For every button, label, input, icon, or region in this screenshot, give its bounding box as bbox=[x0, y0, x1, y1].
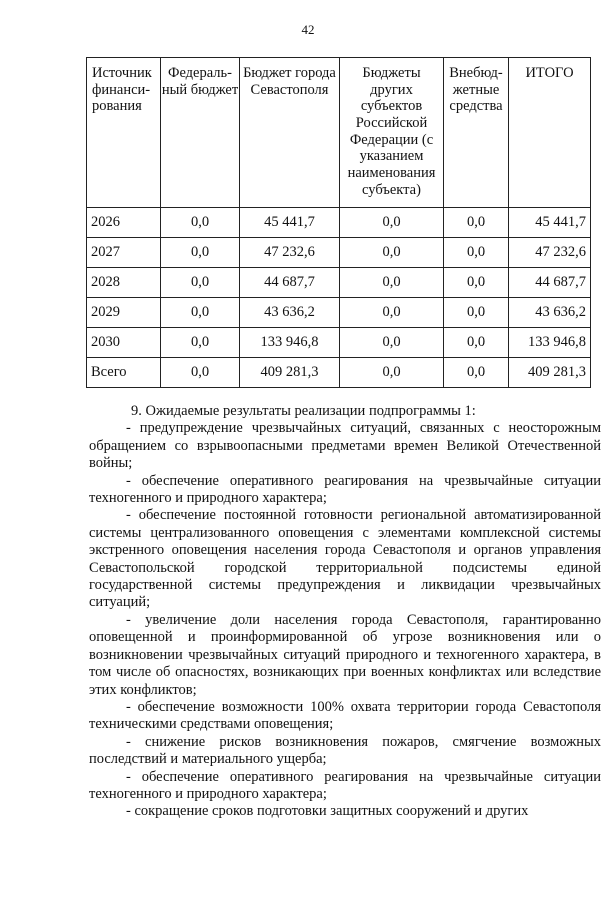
header-source: Источник финанси-рования bbox=[87, 58, 161, 208]
cell-sevastopol: 44 687,7 bbox=[240, 268, 340, 298]
cell-federal: 0,0 bbox=[161, 268, 240, 298]
cell-other-subjects: 0,0 bbox=[340, 358, 444, 388]
cell-total: 45 441,7 bbox=[509, 208, 591, 238]
cell-year: 2029 bbox=[87, 298, 161, 328]
header-total: ИТОГО bbox=[509, 58, 591, 208]
cell-total: 44 687,7 bbox=[509, 268, 591, 298]
cell-sevastopol: 43 636,2 bbox=[240, 298, 340, 328]
table-row bbox=[87, 268, 591, 298]
result-item: - обеспечение постоянной готовности региональной автоматизированной системы централизованного оповещения с элементами комплексной системы экстренного оповещения населения города Севастополя и органов управления Севастопольской городской территориальной подсистемы единой государственной системы предупреждения и ликвидации чрезвычайных ситуаций; bbox=[89, 507, 601, 611]
page-number: 42 bbox=[301, 22, 315, 37]
table-row-total bbox=[87, 358, 591, 388]
header-sevastopol-budget: Бюджет города Севастополя bbox=[240, 58, 340, 208]
cell-year: 2026 bbox=[87, 208, 161, 238]
cell-extrabudgetary: 0,0 bbox=[444, 268, 509, 298]
cell-federal: 0,0 bbox=[161, 358, 240, 388]
cell-extrabudgetary: 0,0 bbox=[444, 328, 509, 358]
table-row bbox=[87, 208, 591, 238]
cell-year: Всего bbox=[87, 358, 161, 388]
header-federal-budget: Федераль-ный бюджет bbox=[161, 58, 240, 208]
result-item: - обеспечение оперативного реагирования на чрезвычайные ситуации техногенного и природного характера; bbox=[89, 472, 601, 507]
table-row bbox=[87, 298, 591, 328]
cell-federal: 0,0 bbox=[161, 208, 240, 238]
cell-extrabudgetary: 0,0 bbox=[444, 358, 509, 388]
cell-other-subjects: 0,0 bbox=[340, 208, 444, 238]
header-other-subjects-budget: Бюджеты других субъектов Российской Федерации (с указанием наименования субъекта) bbox=[340, 58, 444, 208]
cell-sevastopol: 133 946,8 bbox=[240, 328, 340, 358]
cell-total: 47 232,6 bbox=[509, 238, 591, 268]
cell-extrabudgetary: 0,0 bbox=[444, 298, 509, 328]
expected-results-section bbox=[89, 403, 601, 821]
result-item: - снижение рисков возникновения пожаров, смягчение возможных последствий и материального ущерба; bbox=[89, 733, 601, 768]
cell-sevastopol: 409 281,3 bbox=[240, 358, 340, 388]
cell-year: 2028 bbox=[87, 268, 161, 298]
cell-other-subjects: 0,0 bbox=[340, 298, 444, 328]
cell-sevastopol: 45 441,7 bbox=[240, 208, 340, 238]
table-row bbox=[87, 238, 591, 268]
header-extrabudgetary: Внебюд-жетные средства bbox=[444, 58, 509, 208]
cell-federal: 0,0 bbox=[161, 238, 240, 268]
cell-other-subjects: 0,0 bbox=[340, 268, 444, 298]
cell-year: 2030 bbox=[87, 328, 161, 358]
cell-federal: 0,0 bbox=[161, 328, 240, 358]
cell-other-subjects: 0,0 bbox=[340, 328, 444, 358]
cell-sevastopol: 47 232,6 bbox=[240, 238, 340, 268]
result-item: - обеспечение оперативного реагирования на чрезвычайные ситуации техногенного и природного характера; bbox=[89, 768, 601, 802]
table-header-row bbox=[87, 58, 591, 208]
cell-extrabudgetary: 0,0 bbox=[444, 208, 509, 238]
cell-federal: 0,0 bbox=[161, 298, 240, 328]
financing-table bbox=[86, 57, 591, 388]
cell-other-subjects: 0,0 bbox=[340, 238, 444, 268]
cell-year: 2027 bbox=[87, 238, 161, 268]
result-item: - увеличение доли населения города Севастополя, гарантированно оповещенной и проинформированной об угрозе возникновения или о возникновении чрезвычайных ситуаций природного и техногенного характера, в том числе об опасностях, возникающих при военных конфликтах или вследствие этих конфликтов; bbox=[89, 611, 601, 698]
cell-total: 43 636,2 bbox=[509, 298, 591, 328]
result-item: - предупреждение чрезвычайных ситуаций, связанных с неосторожным обращением со взрывоопасными предметами времен Великой Отечественной войны; bbox=[89, 420, 601, 472]
result-item: - обеспечение возможности 100% охвата территории города Севастополя техническими средствами оповещения; bbox=[89, 698, 601, 733]
cell-extrabudgetary: 0,0 bbox=[444, 238, 509, 268]
table-row bbox=[87, 328, 591, 358]
section-heading: 9. Ожидаемые результаты реализации подпрограммы 1: bbox=[131, 403, 476, 419]
cell-total: 133 946,8 bbox=[509, 328, 591, 358]
result-item: - сокращение сроков подготовки защитных сооружений и других bbox=[126, 803, 529, 820]
cell-total: 409 281,3 bbox=[509, 358, 591, 388]
